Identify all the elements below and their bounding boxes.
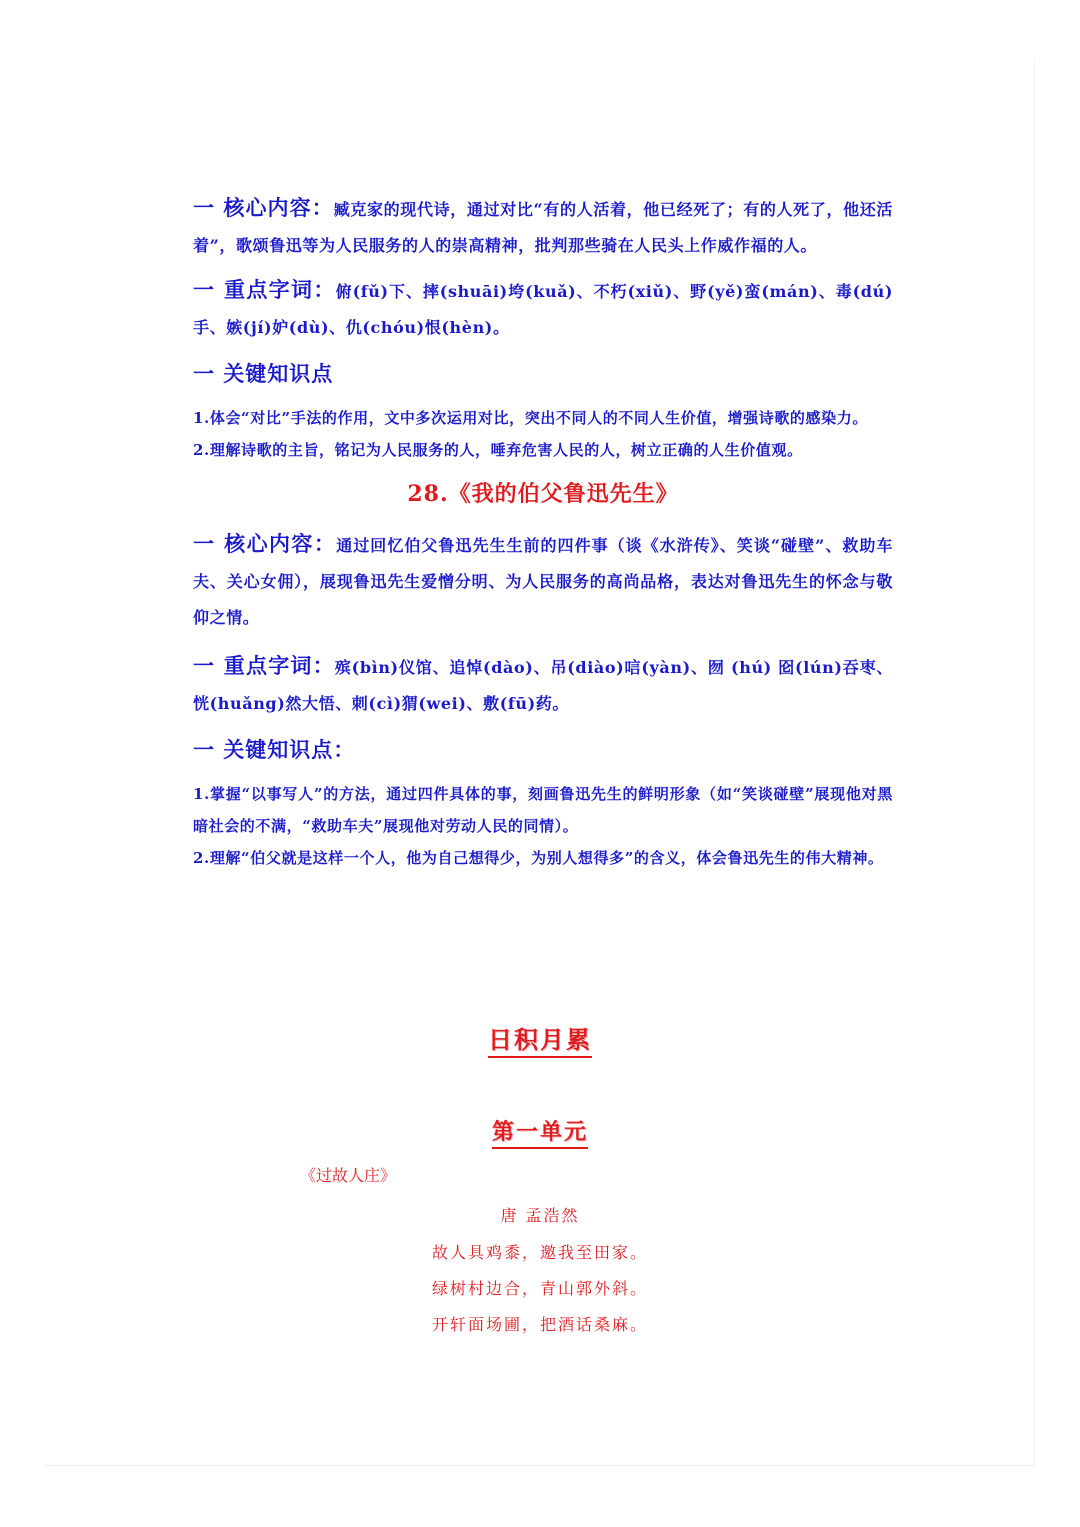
key-words-text: 殡(bìn)仪馆、追悼(dào)、吊(diào)唁(yàn)、囫 (hú) 囵(lún)吞枣、恍(huǎng)然大悟、刺(cì)猬(wei)、敷(fū)药。 [193,658,893,713]
core-content-text: 通过回忆伯父鲁迅先生生前的四件事（谈《水浒传》、笑谈“碰壁”、救助车夫、关心女佣），展现鲁迅先生爱憎分明、为人民服务的高尚品格，表达对鲁迅先生的怀念与敬仰之情。 [193,536,893,627]
key-words-label: 一 重点字词： [193,653,335,678]
core-content-label: 一 核心内容： [193,195,334,220]
key-point-item: 2.理解“伯父就是这样一个人，他为自己想得少，为别人想得多”的含义，体会鲁迅先生的伟大精神。 [193,849,884,867]
poem-line: 开轩面场圃，把酒话桑麻。 [431,1315,648,1334]
key-words-label: 一 重点字词： [193,277,336,302]
key-words-paragraph [193,648,893,722]
lesson-title: 28.《我的伯父鲁迅先生》 [407,481,679,507]
key-words-text: 俯(fǔ)下、摔(shuāi)垮(kuǎ)、不朽(xiǔ)、野(yě)蛮(mán)、毒(dú)手、嫉(jí)妒(dù)、仇(chóu)恨(hèn)。 [193,282,893,337]
key-point-item: 1.掌握“以事写人”的方法，通过四件具体的事，刻画鲁迅先生的鲜明形象（如“笑谈碰壁”展现他对黑暗社会的不满，“救助车夫”展现他对劳动人民的同情）。 [193,785,893,835]
key-points-heading: 一 关键知识点 [193,361,334,386]
core-content-paragraph [193,526,893,636]
key-point-item: 2.理解诗歌的主旨，铭记为人民服务的人，唾弃危害人民的人，树立正确的人生价值观。 [193,441,803,459]
poem-title: 《过故人庄》 [300,1166,397,1185]
study-notes [193,190,893,874]
poem-author: 唐 孟浩然 [500,1206,580,1225]
poem-line: 绿树村边合，青山郭外斜。 [431,1279,648,1298]
core-content-text: 臧克家的现代诗，通过对比“有的人活着，他已经死了；有的人死了，他还活着”，歌颂鲁迅等为人民服务的人的崇高精神，批判那些骑在人民头上作威作福的人。 [193,200,894,255]
core-content-paragraph [193,190,893,264]
key-point-item: 1.体会“对比”手法的作用，文中多次运用对比，突出不同人的不同人生价值，增强诗歌的感染力。 [193,409,868,427]
accumulation-title: 日积月累 [0,1020,1080,1055]
core-content-label: 一 核心内容： [193,531,337,556]
unit-title: 第一单元 [0,1115,1080,1146]
poem-line: 故人具鸡黍，邀我至田家。 [431,1243,648,1262]
key-points-heading: 一 关键知识点： [193,737,356,762]
key-words-paragraph [193,272,893,346]
